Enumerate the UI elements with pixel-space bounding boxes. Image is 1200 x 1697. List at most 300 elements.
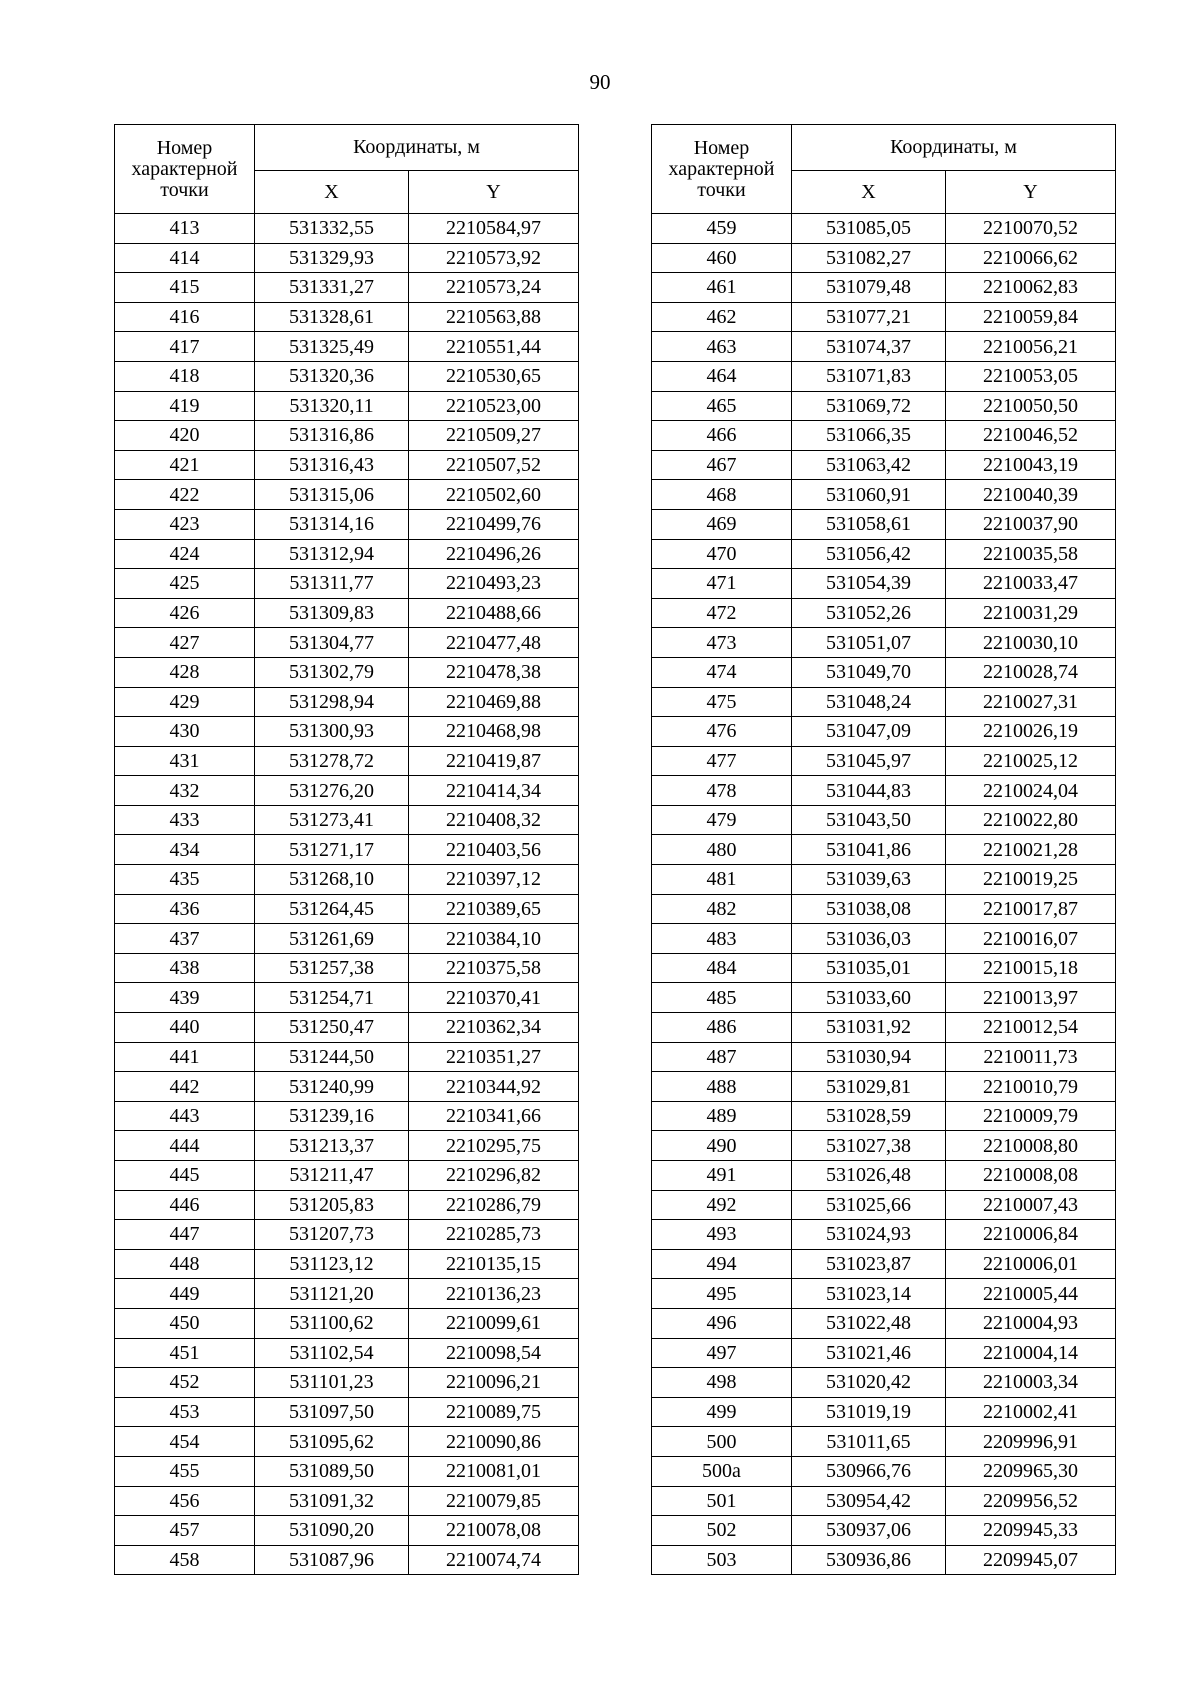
y-coordinate-cell: 2210010,79 <box>946 1072 1116 1102</box>
x-coordinate-cell: 531331,27 <box>255 273 409 303</box>
x-coordinate-cell: 531264,45 <box>255 894 409 924</box>
point-number-cell: 425 <box>115 569 255 599</box>
table-row <box>115 569 579 599</box>
x-coordinate-cell: 531205,83 <box>255 1190 409 1220</box>
x-coordinate-cell: 531074,37 <box>792 332 946 362</box>
y-coordinate-cell: 2210551,44 <box>409 332 579 362</box>
x-coordinate-cell: 531049,70 <box>792 657 946 687</box>
y-coordinate-cell: 2210027,31 <box>946 687 1116 717</box>
y-coordinate-cell: 2210384,10 <box>409 924 579 954</box>
table-row <box>652 1279 1116 1309</box>
x-coordinate-cell: 531101,23 <box>255 1368 409 1398</box>
point-number-cell: 497 <box>652 1338 792 1368</box>
point-number-cell: 473 <box>652 628 792 658</box>
point-number-cell: 481 <box>652 865 792 895</box>
y-coordinate-cell: 2210025,12 <box>946 746 1116 776</box>
table-row <box>652 1161 1116 1191</box>
point-number-cell: 415 <box>115 273 255 303</box>
y-coordinate-cell: 2210035,58 <box>946 539 1116 569</box>
table-row <box>115 332 579 362</box>
point-number-cell: 435 <box>115 865 255 895</box>
point-number-cell: 433 <box>115 805 255 835</box>
y-coordinate-cell: 2210295,75 <box>409 1131 579 1161</box>
point-number-cell: 444 <box>115 1131 255 1161</box>
x-coordinate-cell: 531207,73 <box>255 1220 409 1250</box>
point-number-cell: 475 <box>652 687 792 717</box>
table-row <box>115 1101 579 1131</box>
table-row <box>652 894 1116 924</box>
point-number-cell: 483 <box>652 924 792 954</box>
table-row <box>115 361 579 391</box>
x-coordinate-cell: 531030,94 <box>792 1042 946 1072</box>
y-coordinate-cell: 2210005,44 <box>946 1279 1116 1309</box>
table-row <box>115 598 579 628</box>
y-coordinate-cell: 2210081,01 <box>409 1456 579 1486</box>
table-row <box>115 1516 579 1546</box>
x-coordinate-cell: 531087,96 <box>255 1545 409 1575</box>
table-row <box>115 509 579 539</box>
point-number-cell: 437 <box>115 924 255 954</box>
y-coordinate-cell: 2210351,27 <box>409 1042 579 1072</box>
table-row <box>115 865 579 895</box>
x-coordinate-cell: 531048,24 <box>792 687 946 717</box>
y-coordinate-cell: 2210053,05 <box>946 361 1116 391</box>
y-coordinate-cell: 2210090,86 <box>409 1427 579 1457</box>
x-coordinate-cell: 531023,87 <box>792 1249 946 1279</box>
table-row <box>652 805 1116 835</box>
x-coordinate-cell: 531211,47 <box>255 1161 409 1191</box>
x-coordinate-cell: 531257,38 <box>255 953 409 983</box>
table-row <box>115 776 579 806</box>
point-number-cell: 454 <box>115 1427 255 1457</box>
x-coordinate-cell: 531020,42 <box>792 1368 946 1398</box>
point-number-cell: 471 <box>652 569 792 599</box>
point-number-cell: 461 <box>652 273 792 303</box>
y-coordinate-cell: 2210507,52 <box>409 450 579 480</box>
y-coordinate-cell: 2210499,76 <box>409 509 579 539</box>
x-coordinate-cell: 531328,61 <box>255 302 409 332</box>
y-coordinate-cell: 2210043,19 <box>946 450 1116 480</box>
table-row <box>652 214 1116 244</box>
y-coordinate-cell: 2210414,34 <box>409 776 579 806</box>
y-coordinate-cell: 2210573,24 <box>409 273 579 303</box>
table-row <box>652 865 1116 895</box>
x-coordinate-cell: 531085,05 <box>792 214 946 244</box>
point-number-cell: 418 <box>115 361 255 391</box>
point-number-cell: 431 <box>115 746 255 776</box>
table-row <box>115 302 579 332</box>
x-coordinate-cell: 531047,09 <box>792 717 946 747</box>
y-coordinate-cell: 2210573,92 <box>409 243 579 273</box>
y-coordinate-cell: 2209945,07 <box>946 1545 1116 1575</box>
y-header: Y <box>409 171 579 214</box>
page-number: 90 <box>589 70 611 94</box>
point-number-cell: 434 <box>115 835 255 865</box>
table-row <box>652 509 1116 539</box>
point-number-cell: 474 <box>652 657 792 687</box>
point-number-cell: 489 <box>652 1101 792 1131</box>
x-coordinate-cell: 531250,47 <box>255 1013 409 1043</box>
table-row <box>652 1486 1116 1516</box>
table-row <box>652 835 1116 865</box>
x-coordinate-cell: 531021,46 <box>792 1338 946 1368</box>
point-number-cell: 420 <box>115 421 255 451</box>
x-coordinate-cell: 531051,07 <box>792 628 946 658</box>
point-number-header: Номер характерной точки <box>115 125 255 214</box>
table-row <box>115 746 579 776</box>
table-row <box>115 1013 579 1043</box>
x-coordinate-cell: 531063,42 <box>792 450 946 480</box>
y-coordinate-cell: 2210397,12 <box>409 865 579 895</box>
table-row <box>115 894 579 924</box>
point-number-cell: 493 <box>652 1220 792 1250</box>
point-number-cell: 466 <box>652 421 792 451</box>
table-row <box>115 1042 579 1072</box>
y-coordinate-cell: 2210477,48 <box>409 628 579 658</box>
table-row <box>652 539 1116 569</box>
table-row <box>652 983 1116 1013</box>
point-number-cell: 436 <box>115 894 255 924</box>
point-number-cell: 468 <box>652 480 792 510</box>
table-row <box>115 1249 579 1279</box>
x-coordinate-cell: 531041,86 <box>792 835 946 865</box>
table-row <box>652 1456 1116 1486</box>
table-row <box>652 391 1116 421</box>
x-coordinate-cell: 531089,50 <box>255 1456 409 1486</box>
y-coordinate-cell: 2210089,75 <box>409 1397 579 1427</box>
x-coordinate-cell: 531095,62 <box>255 1427 409 1457</box>
x-coordinate-cell: 531316,43 <box>255 450 409 480</box>
y-coordinate-cell: 2210002,41 <box>946 1397 1116 1427</box>
table-row <box>652 1249 1116 1279</box>
y-coordinate-cell: 2210028,74 <box>946 657 1116 687</box>
table-row <box>652 1397 1116 1427</box>
y-coordinate-cell: 2210370,41 <box>409 983 579 1013</box>
point-number-cell: 460 <box>652 243 792 273</box>
y-coordinate-cell: 2210408,32 <box>409 805 579 835</box>
table-row <box>115 273 579 303</box>
x-coordinate-cell: 531268,10 <box>255 865 409 895</box>
point-number-cell: 490 <box>652 1131 792 1161</box>
table-row <box>652 1338 1116 1368</box>
x-coordinate-cell: 531315,06 <box>255 480 409 510</box>
y-coordinate-cell: 2210488,66 <box>409 598 579 628</box>
x-coordinate-cell: 531054,39 <box>792 569 946 599</box>
x-coordinate-cell: 531300,93 <box>255 717 409 747</box>
table-row <box>115 450 579 480</box>
y-coordinate-cell: 2210135,15 <box>409 1249 579 1279</box>
table-row <box>652 1101 1116 1131</box>
point-number-cell: 448 <box>115 1249 255 1279</box>
point-number-cell: 441 <box>115 1042 255 1072</box>
x-coordinate-cell: 531244,50 <box>255 1042 409 1072</box>
table-row <box>115 539 579 569</box>
point-number-cell: 457 <box>115 1516 255 1546</box>
x-coordinate-cell: 531102,54 <box>255 1338 409 1368</box>
table-row <box>652 1072 1116 1102</box>
y-coordinate-cell: 2210136,23 <box>409 1279 579 1309</box>
y-coordinate-cell: 2210016,07 <box>946 924 1116 954</box>
point-number-cell: 499 <box>652 1397 792 1427</box>
table-row <box>652 598 1116 628</box>
table-row <box>652 1190 1116 1220</box>
point-number-cell: 465 <box>652 391 792 421</box>
table-row <box>652 924 1116 954</box>
y-coordinate-cell: 2210017,87 <box>946 894 1116 924</box>
x-coordinate-cell: 531022,48 <box>792 1308 946 1338</box>
y-coordinate-cell: 2210021,28 <box>946 835 1116 865</box>
y-coordinate-cell: 2210509,27 <box>409 421 579 451</box>
x-coordinate-cell: 531091,32 <box>255 1486 409 1516</box>
x-coordinate-cell: 531312,94 <box>255 539 409 569</box>
x-coordinate-cell: 530936,86 <box>792 1545 946 1575</box>
y-coordinate-cell: 2209956,52 <box>946 1486 1116 1516</box>
x-coordinate-cell: 531311,77 <box>255 569 409 599</box>
point-number-cell: 462 <box>652 302 792 332</box>
point-number-cell: 446 <box>115 1190 255 1220</box>
table-row <box>115 657 579 687</box>
y-coordinate-cell: 2210523,00 <box>409 391 579 421</box>
table-row <box>652 450 1116 480</box>
x-coordinate-cell: 531302,79 <box>255 657 409 687</box>
point-number-cell: 428 <box>115 657 255 687</box>
table-row <box>115 1486 579 1516</box>
x-coordinate-cell: 531024,93 <box>792 1220 946 1250</box>
y-coordinate-cell: 2210074,74 <box>409 1545 579 1575</box>
point-number-cell: 424 <box>115 539 255 569</box>
table-row <box>652 717 1116 747</box>
coordinates-header: Координаты, м <box>792 125 1116 171</box>
x-coordinate-cell: 531278,72 <box>255 746 409 776</box>
y-coordinate-cell: 2210419,87 <box>409 746 579 776</box>
table-row <box>652 480 1116 510</box>
x-coordinate-cell: 531056,42 <box>792 539 946 569</box>
point-number-cell: 422 <box>115 480 255 510</box>
table-row <box>115 983 579 1013</box>
x-coordinate-cell: 531011,65 <box>792 1427 946 1457</box>
x-coordinate-cell: 530954,42 <box>792 1486 946 1516</box>
point-number-cell: 439 <box>115 983 255 1013</box>
x-coordinate-cell: 531325,49 <box>255 332 409 362</box>
table-row <box>115 717 579 747</box>
point-number-cell: 430 <box>115 717 255 747</box>
point-number-cell: 427 <box>115 628 255 658</box>
table-row <box>652 1308 1116 1338</box>
point-number-cell: 477 <box>652 746 792 776</box>
x-coordinate-cell: 531082,27 <box>792 243 946 273</box>
table-row <box>115 391 579 421</box>
y-coordinate-cell: 2210066,62 <box>946 243 1116 273</box>
y-coordinate-cell: 2210584,97 <box>409 214 579 244</box>
point-number-cell: 501 <box>652 1486 792 1516</box>
point-number-cell: 438 <box>115 953 255 983</box>
table-row <box>652 953 1116 983</box>
table-row <box>652 1013 1116 1043</box>
point-number-cell: 476 <box>652 717 792 747</box>
point-number-cell: 417 <box>115 332 255 362</box>
y-coordinate-cell: 2210008,80 <box>946 1131 1116 1161</box>
coordinates-table-right <box>651 124 1116 1575</box>
x-coordinate-cell: 531052,26 <box>792 598 946 628</box>
x-coordinate-cell: 531329,93 <box>255 243 409 273</box>
y-coordinate-cell: 2210024,04 <box>946 776 1116 806</box>
y-coordinate-cell: 2210007,43 <box>946 1190 1116 1220</box>
table-body <box>115 214 579 1575</box>
point-number-cell: 426 <box>115 598 255 628</box>
table-row <box>115 805 579 835</box>
point-number-cell: 496 <box>652 1308 792 1338</box>
table-row <box>652 1427 1116 1457</box>
point-number-cell: 495 <box>652 1279 792 1309</box>
x-coordinate-cell: 531320,11 <box>255 391 409 421</box>
y-coordinate-cell: 2210004,93 <box>946 1308 1116 1338</box>
x-coordinate-cell: 531025,66 <box>792 1190 946 1220</box>
point-number-cell: 440 <box>115 1013 255 1043</box>
y-coordinate-cell: 2210496,26 <box>409 539 579 569</box>
table-row <box>652 302 1116 332</box>
point-number-cell: 464 <box>652 361 792 391</box>
table-row <box>115 1368 579 1398</box>
coordinates-table-left <box>114 124 579 1575</box>
x-coordinate-cell: 531066,35 <box>792 421 946 451</box>
point-number-cell: 447 <box>115 1220 255 1250</box>
y-coordinate-cell: 2210030,10 <box>946 628 1116 658</box>
x-header: X <box>792 171 946 214</box>
x-coordinate-cell: 531033,60 <box>792 983 946 1013</box>
x-coordinate-cell: 531077,21 <box>792 302 946 332</box>
table-row <box>115 924 579 954</box>
point-number-cell: 485 <box>652 983 792 1013</box>
y-coordinate-cell: 2210530,65 <box>409 361 579 391</box>
table-row <box>652 273 1116 303</box>
y-coordinate-cell: 2210079,85 <box>409 1486 579 1516</box>
table-row <box>115 687 579 717</box>
table-row <box>115 214 579 244</box>
y-coordinate-cell: 2210008,08 <box>946 1161 1116 1191</box>
point-number-cell: 470 <box>652 539 792 569</box>
table-row <box>652 243 1116 273</box>
x-coordinate-cell: 531261,69 <box>255 924 409 954</box>
point-number-cell: 492 <box>652 1190 792 1220</box>
x-coordinate-cell: 531239,16 <box>255 1101 409 1131</box>
table-row <box>652 776 1116 806</box>
y-coordinate-cell: 2210502,60 <box>409 480 579 510</box>
x-coordinate-cell: 531304,77 <box>255 628 409 658</box>
table-row <box>652 1131 1116 1161</box>
x-coordinate-cell: 531276,20 <box>255 776 409 806</box>
table-row <box>115 1308 579 1338</box>
x-coordinate-cell: 531271,17 <box>255 835 409 865</box>
x-coordinate-cell: 531316,86 <box>255 421 409 451</box>
y-coordinate-cell: 2210004,14 <box>946 1338 1116 1368</box>
point-number-cell: 450 <box>115 1308 255 1338</box>
table-row <box>652 569 1116 599</box>
point-number-cell: 488 <box>652 1072 792 1102</box>
y-coordinate-cell: 2210046,52 <box>946 421 1116 451</box>
x-coordinate-cell: 531045,97 <box>792 746 946 776</box>
table-row <box>652 1545 1116 1575</box>
point-number-cell: 469 <box>652 509 792 539</box>
point-number-cell: 456 <box>115 1486 255 1516</box>
point-number-cell: 500 <box>652 1427 792 1457</box>
table-row <box>115 243 579 273</box>
x-coordinate-cell: 531038,08 <box>792 894 946 924</box>
x-coordinate-cell: 530966,76 <box>792 1456 946 1486</box>
x-coordinate-cell: 531023,14 <box>792 1279 946 1309</box>
point-number-cell: 498 <box>652 1368 792 1398</box>
table-row <box>115 835 579 865</box>
table-row <box>652 1220 1116 1250</box>
x-coordinate-cell: 531213,37 <box>255 1131 409 1161</box>
x-coordinate-cell: 531121,20 <box>255 1279 409 1309</box>
point-number-cell: 419 <box>115 391 255 421</box>
point-number-cell: 423 <box>115 509 255 539</box>
table-row <box>652 628 1116 658</box>
y-coordinate-cell: 2210468,98 <box>409 717 579 747</box>
point-number-cell: 484 <box>652 953 792 983</box>
table-row <box>115 1545 579 1575</box>
point-number-cell: 429 <box>115 687 255 717</box>
x-coordinate-cell: 531058,61 <box>792 509 946 539</box>
y-coordinate-cell: 2210341,66 <box>409 1101 579 1131</box>
coordinates-header: Координаты, м <box>255 125 579 171</box>
x-coordinate-cell: 530937,06 <box>792 1516 946 1546</box>
table-row <box>652 421 1116 451</box>
x-coordinate-cell: 531031,92 <box>792 1013 946 1043</box>
point-number-cell: 414 <box>115 243 255 273</box>
y-coordinate-cell: 2209965,30 <box>946 1456 1116 1486</box>
table-row <box>115 1427 579 1457</box>
table-body <box>652 214 1116 1575</box>
x-coordinate-cell: 531254,71 <box>255 983 409 1013</box>
point-number-cell: 453 <box>115 1397 255 1427</box>
y-coordinate-cell: 2210070,52 <box>946 214 1116 244</box>
x-coordinate-cell: 531090,20 <box>255 1516 409 1546</box>
y-coordinate-cell: 2210062,83 <box>946 273 1116 303</box>
y-coordinate-cell: 2210403,56 <box>409 835 579 865</box>
x-coordinate-cell: 531071,83 <box>792 361 946 391</box>
y-coordinate-cell: 2210019,25 <box>946 865 1116 895</box>
point-number-cell: 486 <box>652 1013 792 1043</box>
y-coordinate-cell: 2210026,19 <box>946 717 1116 747</box>
point-number-cell: 502 <box>652 1516 792 1546</box>
y-coordinate-cell: 2210478,38 <box>409 657 579 687</box>
x-coordinate-cell: 531026,48 <box>792 1161 946 1191</box>
y-coordinate-cell: 2210050,50 <box>946 391 1116 421</box>
point-number-cell: 479 <box>652 805 792 835</box>
y-coordinate-cell: 2210012,54 <box>946 1013 1116 1043</box>
y-coordinate-cell: 2210033,47 <box>946 569 1116 599</box>
x-header: X <box>255 171 409 214</box>
point-number-cell: 480 <box>652 835 792 865</box>
y-coordinate-cell: 2210469,88 <box>409 687 579 717</box>
x-coordinate-cell: 531029,81 <box>792 1072 946 1102</box>
point-number-cell: 503 <box>652 1545 792 1575</box>
x-coordinate-cell: 531314,16 <box>255 509 409 539</box>
table-row <box>652 687 1116 717</box>
point-number-cell: 445 <box>115 1161 255 1191</box>
y-coordinate-cell: 2210375,58 <box>409 953 579 983</box>
x-coordinate-cell: 531240,99 <box>255 1072 409 1102</box>
y-coordinate-cell: 2210286,79 <box>409 1190 579 1220</box>
point-number-cell: 500а <box>652 1456 792 1486</box>
point-number-cell: 451 <box>115 1338 255 1368</box>
y-coordinate-cell: 2210003,34 <box>946 1368 1116 1398</box>
x-coordinate-cell: 531097,50 <box>255 1397 409 1427</box>
x-coordinate-cell: 531320,36 <box>255 361 409 391</box>
table-row <box>652 1516 1116 1546</box>
y-coordinate-cell: 2210096,21 <box>409 1368 579 1398</box>
